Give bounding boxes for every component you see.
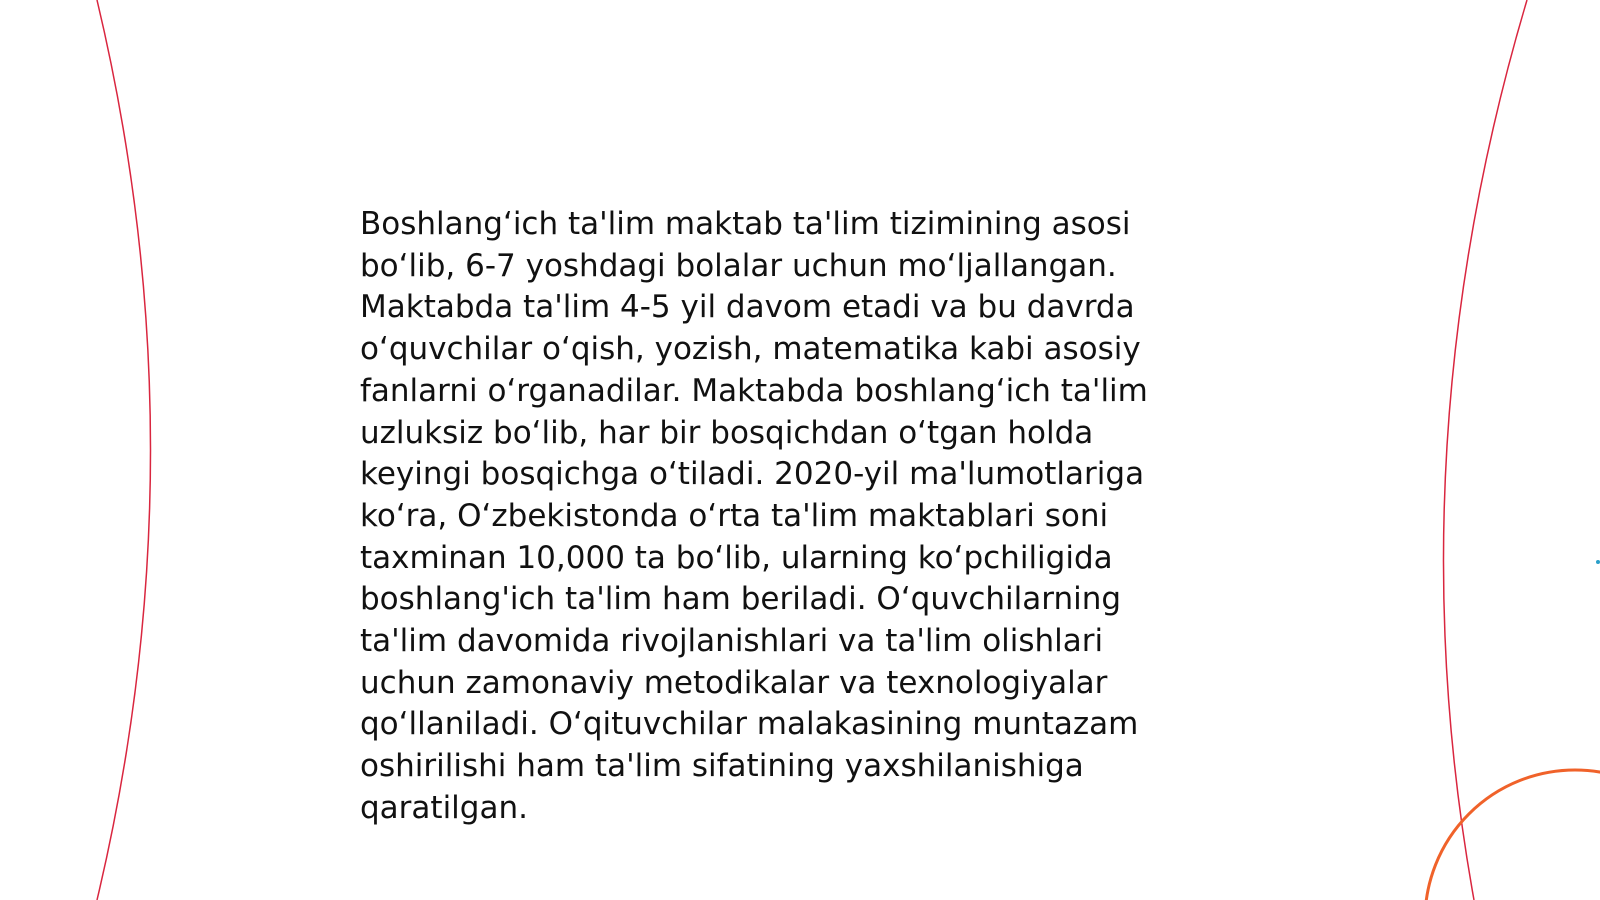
orange-circle-outline bbox=[1425, 770, 1600, 900]
right-curved-line bbox=[1443, 0, 1527, 900]
blue-dot bbox=[1596, 560, 1600, 564]
left-curved-line bbox=[97, 0, 151, 900]
body-paragraph: Boshlangʻich ta'lim maktab ta'lim tizimining asosi boʻlib, 6-7 yoshdagi bolalar uchun moʻljallangan. Maktabda ta'lim 4-5 yil davom etadi va bu davrda oʻquvchilar oʻqish, yozish, matematika kabi asosiy fanlarni oʻrganadilar. Maktabda boshlangʻich ta'lim uzluksiz boʻlib, har bir bosqichdan oʻtgan holda keyingi bosqichga oʻtiladi. 2020-yil ma'lumotlariga koʻra, Oʻzbekistonda oʻrta ta'lim maktablari soni taxminan 10,000 ta boʻlib, ularning koʻpchiligida boshlang'ich ta'lim ham beriladi. Oʻquvchilarning ta'lim davomida rivojlanishlari va ta'lim olishlari uchun zamonaviy metodikalar va texnologiyalar qoʻllaniladi. Oʻqituvchilar malakasining muntazam oshirilishi ham ta'lim sifatining yaxshilanishiga qaratilgan. bbox=[360, 206, 1148, 826]
